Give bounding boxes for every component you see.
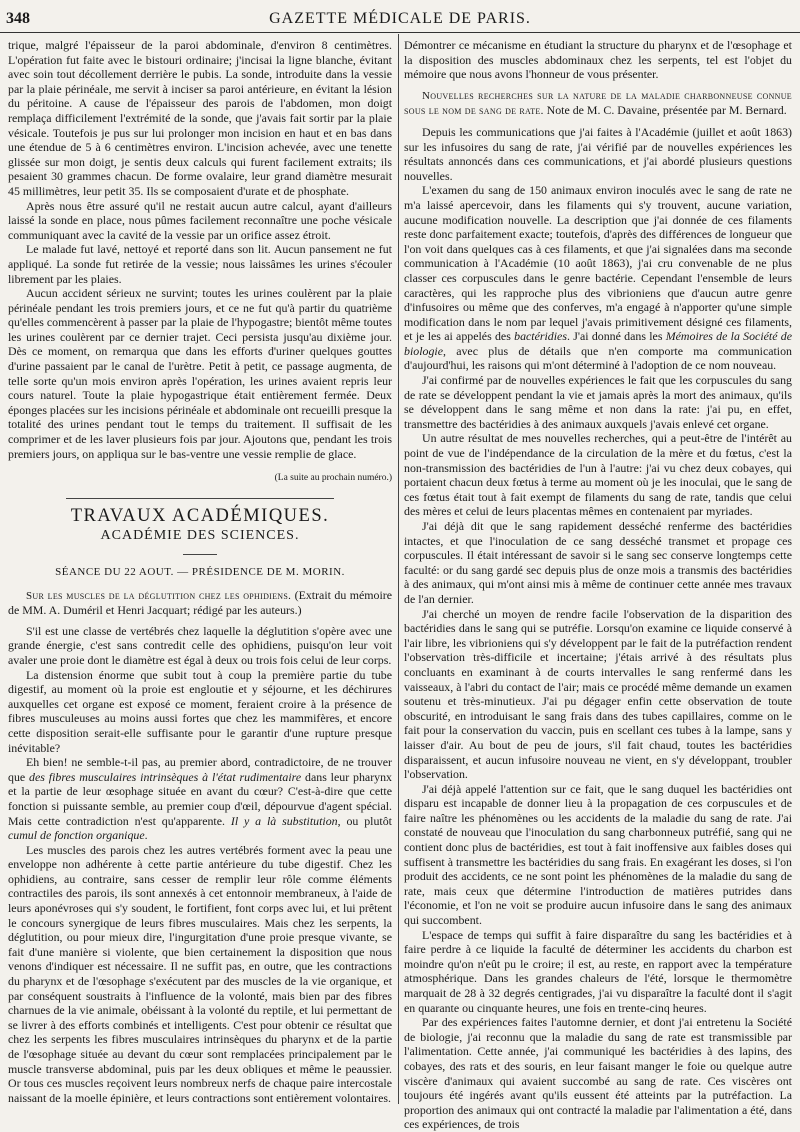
article-title: Nouvelles recherches sur la nature de la maladie charbonneuse connue sous le nom de sang de rate.	[404, 89, 792, 118]
paragraph: Les muscles des parois chez les autres vertébrés forment avec la peau une enveloppe non adhérente à cette partie antérieure du tube digestif. Chez les ophidiens, au contraire, sans cesser de remplir leur rôle comme éléments contractiles des parois, ils sont annexés à cet entonnoir membraneux, à l'aide de leurs aponévroses qui s'y soudent, le fortifient, font corps avec lui, et lui prêtent le concours synergique de leurs fibres musculaires. Mais chez les serpents, la déglutition, ou pour mieux dire, l'ingurgitation d'une proie presque vivante, se fait d'une manière si violente, que bien certainement la disposition que nous venons d'indiquer est nécessaire. Il ne suffit pas, en outre, que les contractions du pharynx et de l'œsophage s'exécutent par des muscles de la vie organique, et par conséquent soustraits à l'influence de la volonté, mais bien par des fibres charnues de la vie animale, obéissant à la volonté du reptile, et lui permettant de se livrer à des efforts combinés et intelligents. C'est pour obtenir ce résultat que chez les serpents les fibres musculaires intrinsèques du pharynx et de la partie de l'œsophage située au devant du cœur sont remplacées principalement par le muscle transverse abdominal, puis par les deux obliques et même le peaussier. Or tous ces muscles reçoivent leurs nombreux nerfs de chaque paire intercostale naissant de la moelle épinière, et leurs contractions sont entièrement volontaires.	[8, 842, 392, 1105]
emphasis: bactéridies	[514, 329, 567, 344]
page-number: 348	[6, 10, 30, 27]
paragraph: Le malade fut lavé, nettoyé et reporté dans son lit. Aucun pansement ne fut appliqué. La sonde fut retirée de la vessie; nous laissâmes les urines s'écouler librement par les plaies.	[8, 242, 392, 286]
subtitle-rule	[183, 554, 217, 555]
emphasis: Mémoires de la Société de biologie	[404, 329, 792, 358]
paragraph: Eh bien! ne semble-t-il pas, au premier abord, contradictoire, de ne trouver que des fibres musculaires intrinsèques à l'état rudimentaire dans leur pharynx et la partie de leur œsophage située en avant du cœur? C'est-à-dire que cette fonction si puissante semble, au premier coup d'œil, dépourvue d'agent spécial. Mais cette contradiction n'est qu'apparente. Il y a là substitution, ou plutôt cumul de fonction organique.	[8, 755, 392, 843]
right-column	[404, 38, 792, 1132]
continuation-note: (La suite au prochain numéro.)	[274, 473, 392, 484]
emphasis: Il y a là substitution	[230, 813, 338, 828]
section-subtitle: ACADÉMIE DES SCIENCES.	[100, 528, 300, 544]
article-heading	[8, 588, 392, 618]
paragraph: J'ai cherché un moyen de rendre facile l'observation de la disparition des bactéridies dans le sang qui se putréfie. Lorsqu'on examine ce liquide conservé à l'air libre, les vibrioniens qui s'y développent par le fait de la putréfaction rendent l'observation très-difficile et incertaine; j'étais arrivé à des résultats plus concluants en examinant à de courts intervalles le sang renfermé dans les vaisseaux, à l'abri du contact de l'air; mais ce procédé même demande un examen soutenu et très-minutieux. J'ai pu dégager enfin cette observation de toute obscurité, en introduisant le sang frais dans des tubes capillaires, comme on le fait pour la conservation du vaccin, puis en scellant ces tubes à la lampe, sans y laisser d'air. Au bout de peu de jours, s'il fait chaud, toutes les bactéridies disparaissent, et aucun infusoire nouveau ne vient, en s'y développant, troubler l'observation.	[404, 606, 792, 782]
paragraph: L'examen du sang de 150 animaux environ inoculés avec le sang de rate ne m'a laissé apercevoir, dans les filaments qui s'y trouvent, aucune variation, aucune modification nouvelle. La description que j'ai donnée de ces filaments reste donc parfaitement exacte; toutefois, d'après des différences de longueur que l'on voit dans quelques cas à ces filaments, et que j'ai signalées dans ma seconde communication à l'Académie (10 août 1863), j'ai cru convenable de ne plus classer ces corpuscules dans le genre bactérie. Cependant l'ensemble de leurs caractères, qui les rapproche plus des vibrioniens que d'aucun autre genre d'infusoires ou même que des conferves, m'a engagé à n'apporter qu'une simple modification dans le nom par lequel j'avais primitivement désigné ces filaments, et je les ai appelés des bactéridies. J'ai donné dans les Mémoires de la Société de biologie, avec plus de détails que n'en comporte ma communication d'aujourd'hui, les raisons qui m'ont déterminé à l'adoption de ce nom nouveau.	[404, 183, 792, 373]
section-rule	[66, 498, 335, 499]
paragraph: Aucun accident sérieux ne survint; toutes les urines coulèrent par la plaie périnéale pendant les trois premiers jours, et ce ne fut qu'à partir du quatrième qu'elles commencèrent à passer par la plaie de l'hypogastre; bientôt même toutes les urines coulèrent par ce dernier trajet. Ceci persista jusqu'au dixième jour. Dès ce moment, on remarqua que dans les efforts d'uriner quelques gouttes d'urine passaient par le canal de l'urètre. Petit à petit, ce passage augmenta, de telle sorte qu'un mois environ après l'opération, les urines avaient repris leur cours naturel. Toute la plaie hypogastrique était entièrement fermée. Deux éponges placées sur les incisions périnéale et abdominale ont recueilli presque la totalité des urines pendant tout le temps du traitement. Il suffisait de les comprimer et de les laver plusieurs fois par jour. Ajoutons que, pendant les trois premiers jours, on appliqua sur le bas-ventre une vessie remplie de glace.	[8, 286, 392, 461]
paragraph: Après nous être assuré qu'il ne restait aucun autre calcul, ayant d'ailleurs laissé la sonde en place, nous pûmes facilement reconnaître une poche vésicale communiquant avec la cavité de la vessie par un orifice assez étroit.	[8, 198, 392, 242]
header-rule	[0, 32, 800, 33]
paragraph: J'ai confirmé par de nouvelles expériences le fait que les corpuscules du sang de rate se développent pendant la vie et jamais après la mort des animaux, qu'ils se développent dans le sang même et non dans la rate: j'ai pu, en effet, transmettre des bactéridies à des animaux auxquels j'avais enlevé cet organe.	[404, 373, 792, 431]
article-attribution: Note de M. C. Davaine, présentée par M. Bernard.	[543, 103, 787, 118]
session-line: SÉANCE DU 22 AOUT. — PRÉSIDENCE DE M. MORIN.	[55, 566, 345, 578]
paragraph: Depuis les communications que j'ai faites à l'Académie (juillet et août 1863) sur les infusoires du sang de rate, j'ai vérifié par de nouvelles expériences les résultats annoncés dans ces communications, et j'ai abordé plusieurs questions nouvelles.	[404, 124, 792, 183]
paragraph: S'il est une classe de vertébrés chez laquelle la déglutition s'opère avec une grande énergie, c'est sans contredit celle des ophidiens, puisqu'on leur voit avaler une proie dont le diamètre est égal à deux ou trois fois celui de leur corps.	[8, 623, 392, 667]
paragraph: Démontrer ce mécanisme en étudiant la structure du pharynx et de l'œsophage et la disposition des muscles abdominaux chez les serpents, tel est l'objet du mémoire que nous avons l'honneur de vous présenter.	[404, 38, 792, 82]
emphasis: des fibres musculaires intrinsèques à l'état rudimentaire	[29, 769, 302, 784]
page-header	[0, 0, 800, 34]
paragraph: J'ai déjà appelé l'attention sur ce fait, que le sang duquel les bactéridies ont disparu est incapable de donner lieu à la propagation de ces corpuscules et de faire naître les phénomènes ou les accidents de la maladie du sang de rate. J'ai constaté de nouveau que l'inoculation du sang charbonneux putréfié, sang qui ne contient donc plus de bactéridies, est tout à fait inoffensive aux faibles doses qui suffisent à transmettre les bactéridies du sang frais. En exagérant les doses, si l'on produit des accidents, ce ne sont point les phénomènes de la maladie du sang de rate, mais ceux que détermine l'introduction de matières putrides dans l'économie, et l'on ne voit se produire aucun infusoire dans le sang des animaux qui succombent.	[404, 781, 792, 928]
paragraph: trique, malgré l'épaisseur de la paroi abdominale, d'environ 8 centimètres. L'opération fut faite avec le bistouri ordinaire; j'incisai la ligne blanche, évitant avec soin tout décollement derrière le pubis. La sonde, introduite dans la vessie par la plaie périnéale, me servit à inciser sa paroi antérieure, en évitant la lésion du péritoine. A cause de l'épaisseur des parois de l'abdomen, mon doigt remplaça difficilement l'extrémité de la sonde, que j'avais fait sortir par la plaie vésicale. Toutefois je pus sur lui prolonger mon incision en haut et en bas dans une étendue de 5 à 6 centimètres environ. L'incision achevée, avec une tenette glissée sur mon doigt, je sentis deux calculs qui furent facilement extraits; ils pesaient 30 grammes chacun. De forme ovalaire, leur grand diamètre mesurait 45 millimètres, leur petit 35. Ils se composaient d'urate et de phosphate.	[8, 38, 392, 198]
column-divider	[398, 34, 399, 1104]
left-column	[8, 38, 392, 1105]
paragraph: Un autre résultat de mes nouvelles recherches, qui a peut-être de l'intérêt au point de vue de l'indépendance de la circulation de la mère et du fœtus, c'est la non-transmission des bactéridies de l'un à l'autre: j'ai vu chez deux cobayes, qui portaient chacun deux fœtus à terme au moment où je les inoculai, que le sang de ces fœtus était tout à fait exempt de filaments du sang de rate, tandis que celui des mères et celui de leurs placentas mêmes en contenaient par myriades.	[404, 431, 792, 519]
section-title: TRAVAUX ACADÉMIQUES.	[70, 505, 330, 526]
paragraph: Par des expériences faites l'automne dernier, et dont j'ai entretenu la Société de biologie, j'ai reconnu que la maladie du sang de rate est transmissible par l'alimentation. Cette année, j'ai communiqué les bactéridies à des lapins, des cobayes, des rats et des souris, en leur faisant manger le foie ou quelque autre viscère d'animaux qui avaient succombé au sang de rate. Ces viscères ont toujours été ingérés avant qu'ils eussent été atteints par la putréfaction. La proportion des animaux qui ont contracté la maladie par l'alimentation a été, dans ces expériences, de trois	[404, 1015, 792, 1132]
emphasis: cumul de fonction organique	[8, 828, 145, 843]
paragraph: J'ai déjà dit que le sang rapidement desséché renferme des bactéridies intactes, et que l'inoculation de ce sang desséché transmet et propage ces corpuscules. Il était intéressant de savoir si le sang sec conserve longtemps cette faculté: or du sang gardé sec depuis plus de onze mois a transmis des bactéridies à des animaux, qui m'ont ainsi mis à même de continuer cette année mes travaux de l'an dernier.	[404, 519, 792, 606]
article-heading	[404, 88, 792, 119]
article-title: Sur les muscles de la déglutition chez les ophidiens.	[26, 589, 292, 602]
running-title: GAZETTE MÉDICALE DE PARIS.	[269, 10, 531, 27]
paragraph: La distension énorme que subit tout à coup la première partie du tube digestif, au moment où la proie est engloutie et y séjourne, et les déchirures auxquelles cet organe est exposé ce moment, feraient croire à la présence de fibres musculeuses au moins aussi fortes que chez les mammifères, et encore cette disposition serait-elle suffisante pour le garantir d'une rupture presque inévitable?	[8, 667, 392, 755]
article-attribution: (Extrait du mémoire de MM. A. Duméril et Henri Jacquart; rédigé par les auteurs.)	[8, 587, 392, 618]
paragraph: L'espace de temps qui suffit à faire disparaître du sang les bactéridies et à faire perdre à ce liquide la faculté de déterminer les accidents du charbon est moindre qu'on n'eût pu le croire; il est, au reste, en rapport avec la température atmosphérique. Dans les grandes chaleurs de l'été, lorsque le thermomètre marquait de 28 à 32 degrés centigrades, j'ai vu disparaître la faculté dont il s'agit en quarante ou cinquante heures, une fois en trente-cinq heures.	[404, 927, 792, 1015]
